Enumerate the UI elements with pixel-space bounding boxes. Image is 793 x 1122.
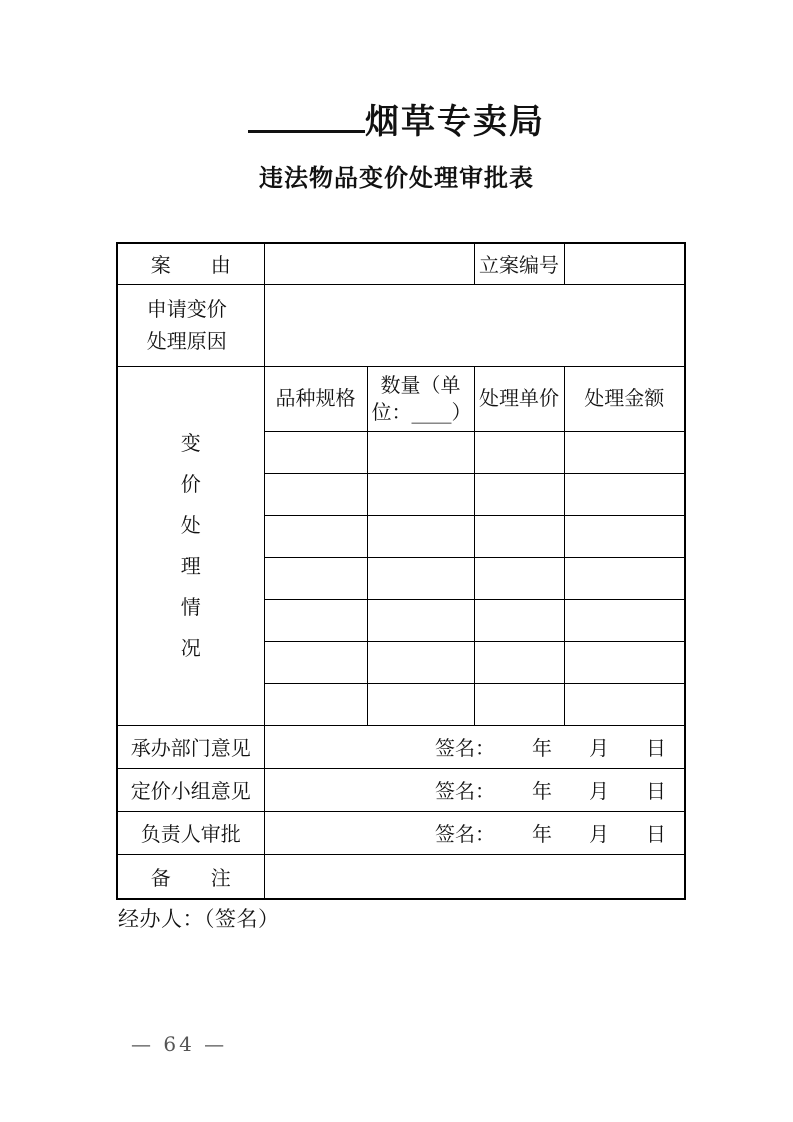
column-header-unit-price: 处理单价 — [474, 366, 564, 431]
empty-data-cell — [367, 473, 474, 515]
notes-value-cell — [264, 854, 685, 899]
empty-data-cell — [264, 431, 367, 473]
empty-data-cell — [474, 683, 564, 725]
empty-data-cell — [474, 599, 564, 641]
day-label: 日 — [646, 822, 666, 846]
handler-signature-note: 经办人：（签名） — [118, 907, 280, 931]
month-label: 月 — [589, 736, 609, 760]
empty-data-cell — [367, 683, 474, 725]
approval-form-table — [116, 242, 686, 900]
empty-data-cell — [367, 515, 474, 557]
empty-data-cell — [264, 473, 367, 515]
empty-data-cell — [564, 599, 685, 641]
department-opinion-row — [117, 725, 685, 768]
empty-data-cell — [564, 515, 685, 557]
empty-data-cell — [264, 515, 367, 557]
page-number: — 64 — — [131, 1032, 228, 1056]
case-number-label-cell: 立案编号 — [474, 243, 564, 284]
month-label: 月 — [589, 822, 609, 846]
empty-data-cell — [367, 641, 474, 683]
empty-data-cell — [564, 473, 685, 515]
org-title-text: 烟草专卖局 — [365, 102, 545, 142]
org-name-blank-underline — [248, 130, 365, 133]
month-label: 月 — [589, 779, 609, 803]
leader-approval-sign-cell — [264, 811, 685, 854]
handling-section-label-cell — [117, 366, 264, 725]
empty-data-cell — [474, 515, 564, 557]
reason-label-cell — [117, 284, 264, 366]
year-label: 年 — [532, 736, 552, 760]
column-header-amount: 处理金额 — [564, 366, 685, 431]
empty-data-cell — [264, 641, 367, 683]
notes-label-cell: 备 注 — [117, 854, 264, 899]
empty-data-cell — [474, 641, 564, 683]
form-title: 违法物品变价处理审批表 — [259, 163, 534, 192]
column-header-variety: 品种规格 — [264, 366, 367, 431]
pricing-group-opinion-row — [117, 768, 685, 811]
handling-section-label: 变价处理情况 — [180, 430, 201, 660]
sign-label: 签名： — [435, 736, 495, 760]
empty-data-cell — [564, 683, 685, 725]
empty-data-cell — [564, 641, 685, 683]
empty-data-cell — [264, 557, 367, 599]
year-label: 年 — [532, 779, 552, 803]
leader-approval-row — [117, 811, 685, 854]
case-label-cell: 案 由 — [117, 243, 264, 284]
empty-data-cell — [264, 599, 367, 641]
notes-row — [117, 854, 685, 899]
empty-data-cell — [564, 431, 685, 473]
empty-data-cell — [367, 599, 474, 641]
day-label: 日 — [646, 736, 666, 760]
case-value-cell — [264, 243, 474, 284]
column-header-quantity: 数量（单位：____） — [367, 366, 474, 431]
reason-row — [117, 284, 685, 366]
case-number-value-cell — [564, 243, 685, 284]
year-label: 年 — [532, 822, 552, 846]
case-row — [117, 243, 685, 284]
pricing-group-sign-cell — [264, 768, 685, 811]
empty-data-cell — [474, 473, 564, 515]
reason-value-cell — [264, 284, 685, 366]
handling-header-row — [117, 366, 685, 431]
empty-data-cell — [367, 557, 474, 599]
department-opinion-label: 承办部门意见 — [117, 725, 264, 768]
sign-label: 签名： — [435, 779, 495, 803]
empty-data-cell — [474, 431, 564, 473]
department-opinion-sign-cell — [264, 725, 685, 768]
empty-data-cell — [264, 683, 367, 725]
sign-label: 签名： — [435, 822, 495, 846]
day-label: 日 — [646, 779, 666, 803]
empty-data-cell — [367, 431, 474, 473]
org-title — [0, 99, 793, 145]
pricing-group-opinion-label: 定价小组意见 — [117, 768, 264, 811]
reason-label: 申请变价处理原因 — [146, 297, 227, 353]
leader-approval-label: 负责人审批 — [117, 811, 264, 854]
empty-data-cell — [474, 557, 564, 599]
empty-data-cell — [564, 557, 685, 599]
